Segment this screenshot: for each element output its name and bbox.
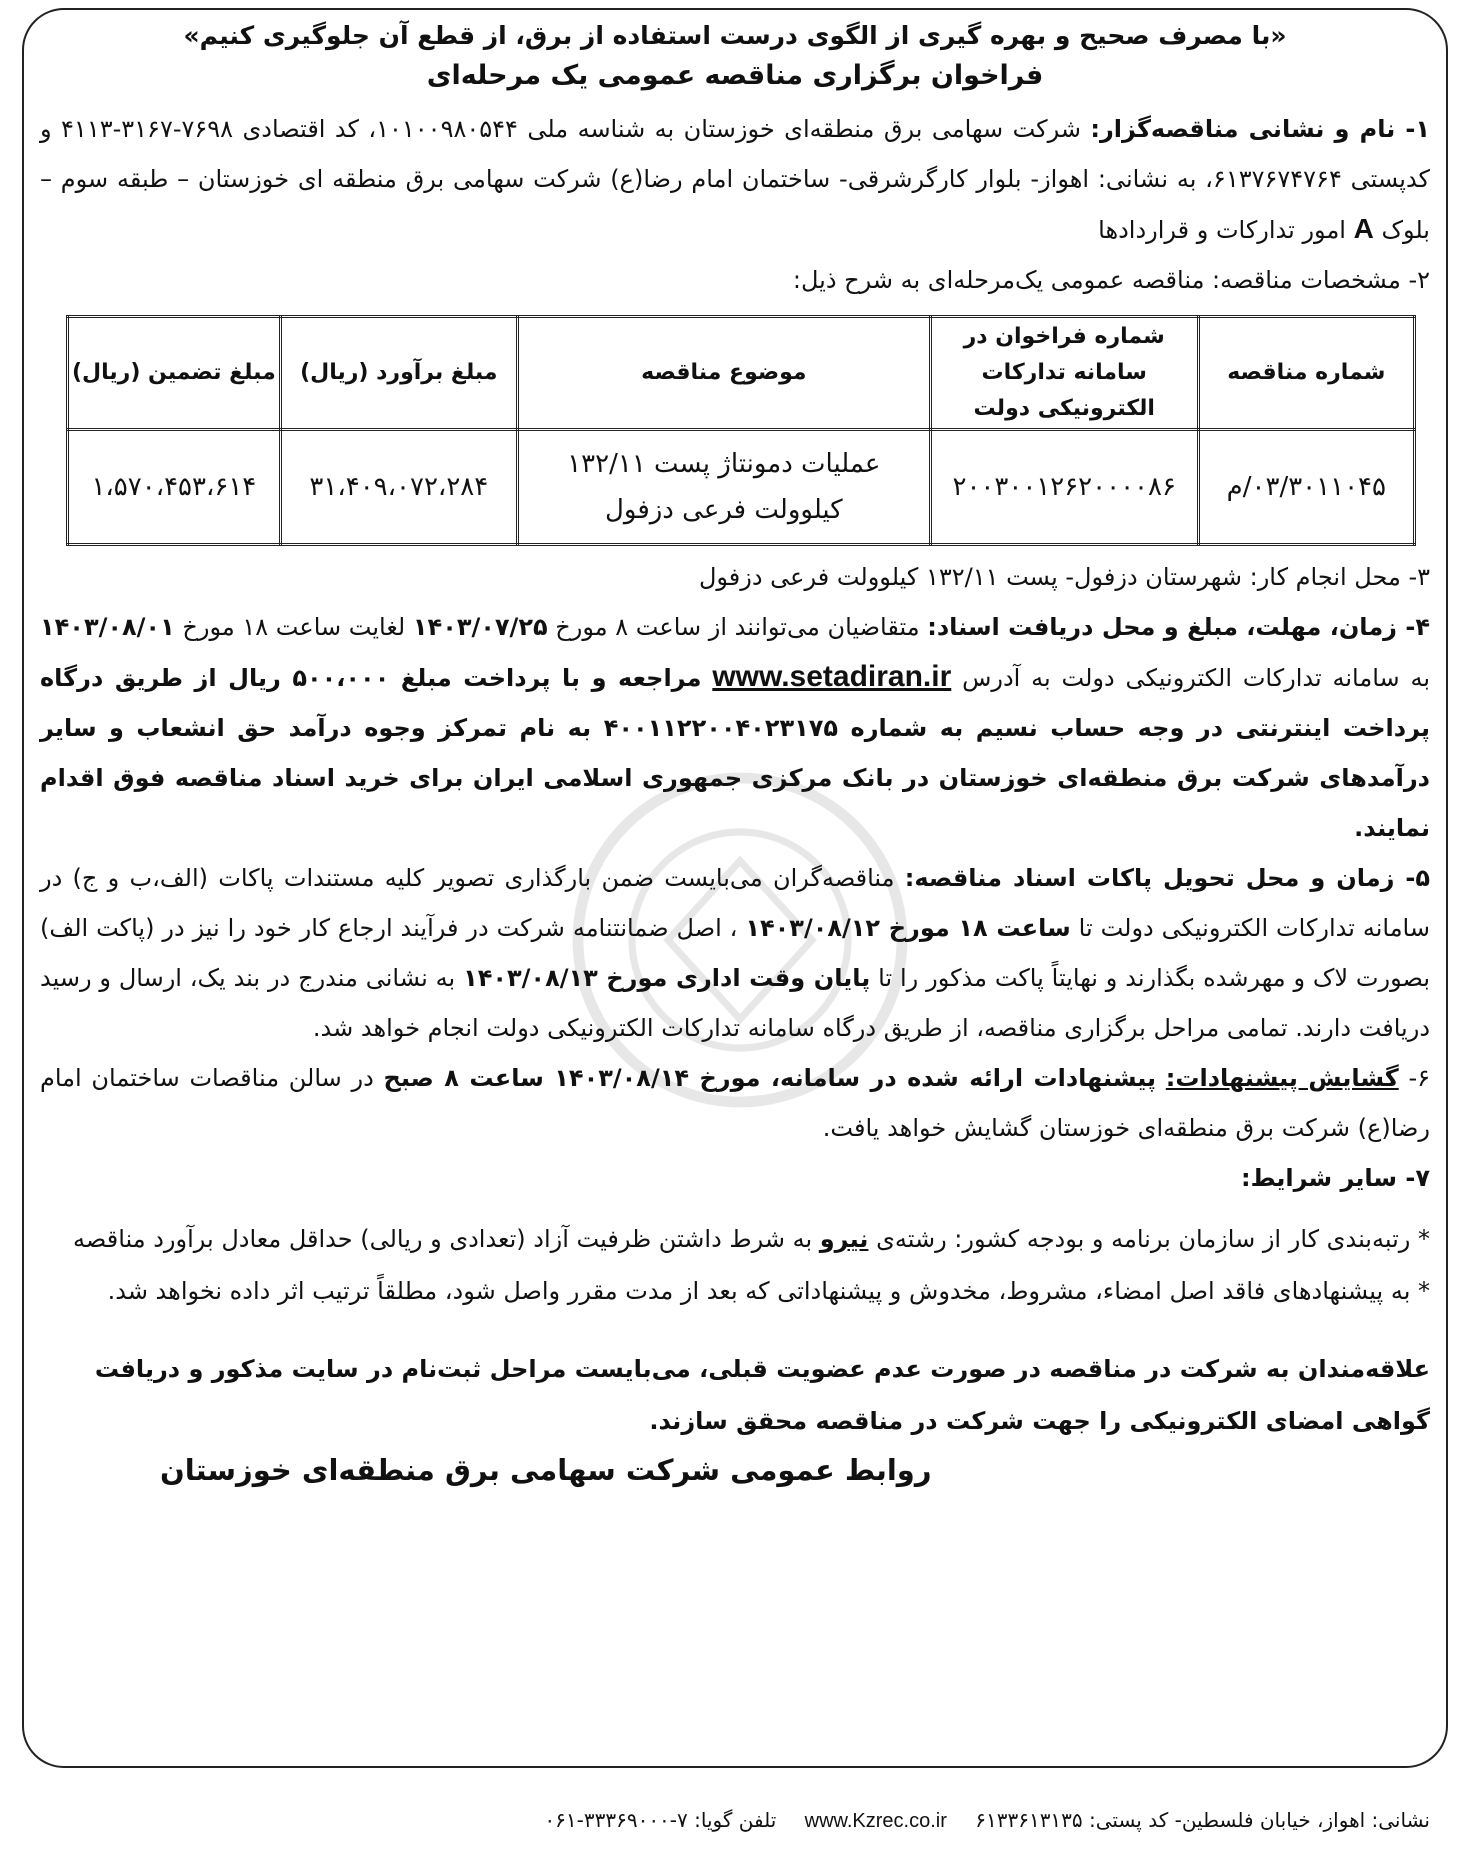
table-row — [68, 430, 1415, 545]
section-2-label: ۲- مشخصات مناقصه: مناقصه عمومی یک‌مرحله‌ای به شرح ذیل: — [792, 266, 1430, 294]
col-call-no: شماره فراخوان در سامانه تدارکات الکترونیکی دولت — [930, 317, 1198, 430]
condition-2: * به پیشنهادهای فاقد اصل امضاء، مشروط، مخدوش و پیشنهاداتی که بعد از مدت مقرر واصل شود، مطلقاً ترتیب اثر داده نخواهد شد. — [107, 1277, 1430, 1305]
section-4-date2: ۱۴۰۳/۰۸/۰۱ — [40, 613, 175, 641]
tender-table — [66, 315, 1416, 546]
document-body — [40, 16, 1430, 1447]
col-estimate: مبلغ برآورد (ریال) — [280, 317, 517, 430]
condition-1c: به شرط داشتن ظرفیت آزاد (تعدادی و ریالی) حداقل معادل برآورد مناقصه — [73, 1225, 813, 1253]
footer-phone: تلفن گویا: ۷-۳۳۳۶۹۰۰۰-۰۶۱ — [544, 1808, 777, 1832]
section-1 — [40, 104, 1430, 255]
setadiran-link[interactable]: www.setadiran.ir — [712, 660, 952, 693]
footer — [40, 1808, 1430, 1833]
footer-website[interactable]: www.Kzrec.co.ir — [804, 1810, 947, 1832]
section-4-t1: متقاضیان می‌توانند از ساعت ۸ مورخ — [555, 613, 920, 641]
section-4-t2: لغایت ساعت ۱۸ مورخ — [182, 613, 406, 641]
footer-address: نشانی: اهواز، خیابان فلسطین- کد پستی: ۶۱۳۳۶۱۳۱۳۵ — [975, 1808, 1430, 1832]
block-letter: A — [1353, 213, 1374, 244]
section-1-text: شرکت سهامی برق منطقه‌ای خوزستان به شناسه ملی ۱۰۱۰۰۹۸۰۵۴۴، کد اقتصادی ۷۶۹۸-۳۱۶۷-۴۱۱۳ و کدپستی ۶۱۳۷۶۷۴۷۶۴، به نشانی: اهواز- بلوار کارگرشرقی- ساختمان امام رضا(ع) شرکت سهامی برق منطقه ای خوزستان – طبقه سوم – بلوک — [40, 115, 1430, 244]
col-subject: موضوع مناقصه — [517, 317, 930, 430]
col-tender-no: شماره مناقصه — [1198, 317, 1414, 430]
cell-subject: عملیات دمونتاژ پست ۱۳۲/۱۱ کیلوولت فرعی دزفول — [517, 430, 930, 545]
section-3: ۳- محل انجام کار: شهرستان دزفول- پست ۱۳۲/۱۱ کیلوولت فرعی دزفول — [698, 563, 1430, 591]
section-6-label: گشایش پیشنهادات: — [1165, 1064, 1399, 1092]
cell-tender-no: ۰۳/۳۰۱۱۰۴۵/م — [1198, 430, 1414, 545]
section-6-t2: در سالن مناقصات ساختمان امام رضا(ع) شرکت برق منطقه‌ای خوزستان گشایش خواهد یافت. — [40, 1064, 1430, 1142]
section-4-date1: ۱۴۰۳/۰۷/۲۵ — [412, 613, 548, 641]
table-header-row — [68, 317, 1415, 430]
page-title: فراخوان برگزاری مناقصه عمومی یک مرحله‌ای — [426, 60, 1044, 91]
signature: روابط عمومی شرکت سهامی برق منطقه‌ای خوزستان — [160, 1453, 932, 1487]
section-4-t4: مراجعه و با پرداخت مبلغ ۵۰۰،۰۰۰ ریال از طریق درگاه پرداخت اینترنتی در وجه حساب نسیم به شماره ۴۰۰۱۱۲۲۰۰۴۰۲۳۱۷۵ به نام تمرکز وجوه درآمد حق انشعاب و سایر درآمدهای شرکت برق منطقه‌ای خوزستان در بانک مرکزی جمهوری اسلامی ایران برای خرید اسناد مناقصه فوق اقدام نمایند. — [40, 664, 1431, 842]
condition-1a: * رتبه‌بندی کار از سازمان برنامه و بودجه کشور: رشته‌ی — [876, 1225, 1430, 1253]
section-4-t3: به سامانه تدارکات الکترونیکی دولت به آدرس — [962, 664, 1431, 692]
condition-1 — [40, 1213, 1430, 1265]
cell-call-no: ۲۰۰۳۰۰۱۲۶۲۰۰۰۰۸۶ — [930, 430, 1198, 545]
section-4-label: ۴- زمان، مهلت، مبلغ و محل دریافت اسناد: — [927, 613, 1430, 641]
cell-estimate: ۳۱،۴۰۹،۰۷۲،۲۸۴ — [280, 430, 517, 545]
conditions-list — [40, 1213, 1430, 1317]
section-5-t3: به نشانی مندرج در بند یک، ارسال و رسید دریافت دارند. تمامی مراحل برگزاری مناقصه، از طریق درگاه سامانه تدارکات الکترونیکی دولت انجام خواهد شد. — [40, 964, 1430, 1042]
section-1-text2: امور تدارکات و قراردادها — [1098, 216, 1346, 244]
closing-note: علاقه‌مندان به شرکت در مناقصه در صورت عدم عضویت قبلی، می‌بایست مراحل ثبت‌نام در سایت مذکور و دریافت گواهی امضای الکترونیکی را جهت شرکت در مناقصه محقق سازند. — [94, 1355, 1430, 1435]
section-5 — [40, 853, 1430, 1053]
section-5-deadline2: پایان وقت اداری مورخ ۱۴۰۳/۰۸/۱۳ — [463, 964, 871, 992]
section-7-label: ۷- سایر شرایط: — [1241, 1164, 1430, 1192]
section-5-deadline: ساعت ۱۸ مورخ ۱۴۰۳/۰۸/۱۲ — [745, 914, 1071, 942]
section-6-num: ۶- — [1408, 1064, 1431, 1092]
col-guarantee: مبلغ تضمین (ریال) — [68, 317, 281, 430]
section-4 — [40, 602, 1430, 853]
section-5-label: ۵- زمان و محل تحویل پاکات اسناد مناقصه: — [904, 864, 1430, 892]
section-6-t1: پیشنهادات ارائه شده در سامانه، مورخ ۱۴۰۳/۰۸/۱۴ ساعت ۸ صبح — [383, 1064, 1157, 1092]
section-1-label: ۱- نام و نشانی مناقصه‌گزار: — [1090, 115, 1431, 143]
section-2 — [40, 255, 1430, 305]
section-5-t1: مناقصه‌گران می‌بایست ضمن بارگذاری تصویر کلیه مستندات پاکات (الف،ب و ج) در سامانه تدارکات الکترونیکی دولت تا — [40, 864, 1430, 942]
cell-guarantee: ۱،۵۷۰،۴۵۳،۶۱۴ — [68, 430, 281, 545]
section-5-t2: ، اصل ضمانتنامه شرکت در فرآیند ارجاع کار خود را نیز در (پاکت الف) بصورت لاک و مهرشده بگذارند و نهایتاً پاکت مذکور را تا — [40, 914, 1431, 992]
section-6 — [40, 1053, 1430, 1153]
slogan: «با مصرف صحیح و بهره گیری از الگوی درست استفاده از برق، از قطع آن جلوگیری کنیم» — [183, 21, 1287, 50]
condition-1b: نیرو — [819, 1225, 869, 1253]
